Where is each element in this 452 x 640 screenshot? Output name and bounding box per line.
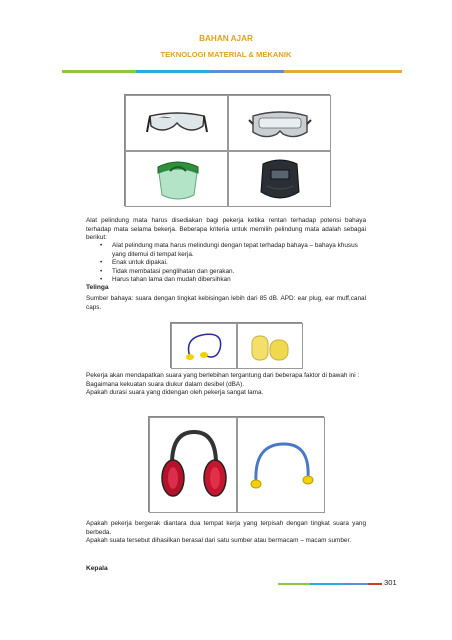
eye-protection-paragraph xyxy=(86,217,366,243)
eye-criteria-list xyxy=(100,242,366,285)
canal-caps-image xyxy=(246,438,318,494)
workplace-noise-line: Apakah pekerja bergerak diantara dua tempat kerja yang terpisah dengan tingkat suara yang berbeda. xyxy=(86,520,366,536)
cell-safety-goggles xyxy=(228,95,331,151)
eye-protection-image-table xyxy=(124,94,330,206)
ear-plug-image-table xyxy=(170,322,302,368)
face-shield-image xyxy=(150,157,206,203)
safety-glasses-image xyxy=(146,108,208,140)
list-item-text: Enak untuk dipakai. xyxy=(112,259,168,267)
header-rule-blue-dark xyxy=(210,70,284,73)
cell-foam-earplugs xyxy=(237,323,303,369)
cell-corded-earplugs xyxy=(171,323,237,369)
header-rule-green xyxy=(62,70,136,73)
footer-rule-blue-dark xyxy=(342,583,368,585)
cell-canal-caps xyxy=(237,417,325,513)
noise-factors-line: Pekerja akan mendapatkan suara yang berlebihan tergantung dari beberapa faktor di bawah ini : xyxy=(86,372,360,379)
list-item-text: Harus tahan lama dan mudah dibersihkan xyxy=(112,276,231,284)
header-rule-orange xyxy=(284,70,402,73)
ear-hazard-text: Sumber bahaya: suara dengan tingkat kebisingan lebih dari 85 dB. APD: ear plug, ear muff,canal caps. xyxy=(86,295,366,311)
footer-rule-green xyxy=(278,583,310,585)
list-item: • Enak untuk dipakai. xyxy=(100,259,168,267)
ear-section-heading: Telinga xyxy=(86,284,109,291)
ear-muff-image xyxy=(160,428,228,504)
list-item: • Tidak membatasi penglihatan dan gerakan. xyxy=(100,267,235,275)
cell-welding-mask xyxy=(228,151,331,207)
list-item-text: Tidak membatasi penglihatan dan gerakan. xyxy=(112,267,235,275)
noise-factors-line: Apakah durasi suara yang didengan oleh pekerja sangat lama. xyxy=(86,389,264,397)
ear-hazard-paragraph xyxy=(86,295,366,312)
cell-safety-glasses xyxy=(125,95,228,151)
noise-factors-line: Bagaimana kekuatan suara diukur dalam desibel (dBA). xyxy=(86,380,245,388)
footer-rule-blue xyxy=(310,583,342,585)
corded-earplugs-image xyxy=(180,329,230,365)
eye-paragraph-text: Alat pelindung mata harus disediakan bagi pekerja ketika rentan terhadap potensi bahaya terhadap mata selama bekerja. Beberapa kriteria untuk memilih pelindung mata adalah sebagai berikut: xyxy=(86,217,366,242)
header-rule-blue xyxy=(136,70,210,73)
safety-goggles-image xyxy=(247,106,313,144)
cell-ear-muff xyxy=(149,417,237,513)
head-section-heading: Kepala xyxy=(86,565,108,572)
page-number: 301 xyxy=(384,578,397,587)
document-subtitle: TEKNOLOGI MATERIAL & MEKANIK xyxy=(160,50,292,59)
noise-factors-paragraph xyxy=(86,372,366,398)
welding-mask-image xyxy=(255,156,305,204)
list-item-text: Alat pelindung mata harus melindungi dengan tepat terhadap bahaya – bahaya khusus yang ditemui di tempat kerja. xyxy=(112,242,358,258)
foam-earplugs-image xyxy=(248,330,294,364)
ear-muff-image-table xyxy=(148,416,324,512)
workplace-noise-paragraph xyxy=(86,520,366,546)
footer-rule-red xyxy=(368,583,382,585)
list-item: • Alat pelindung mata harus melindungi dengan tepat terhadap bahaya – bahaya khusus yang ditemui di tempat kerja. xyxy=(100,242,366,259)
cell-face-shield xyxy=(125,151,228,207)
workplace-noise-line: Apakah suata tersebut dihasilkan berasal dari satu sumber atau bermacam – macam sumber. xyxy=(86,537,351,545)
document-title: BAHAN AJAR xyxy=(199,34,253,43)
list-item: • Harus tahan lama dan mudah dibersihkan xyxy=(100,276,231,284)
